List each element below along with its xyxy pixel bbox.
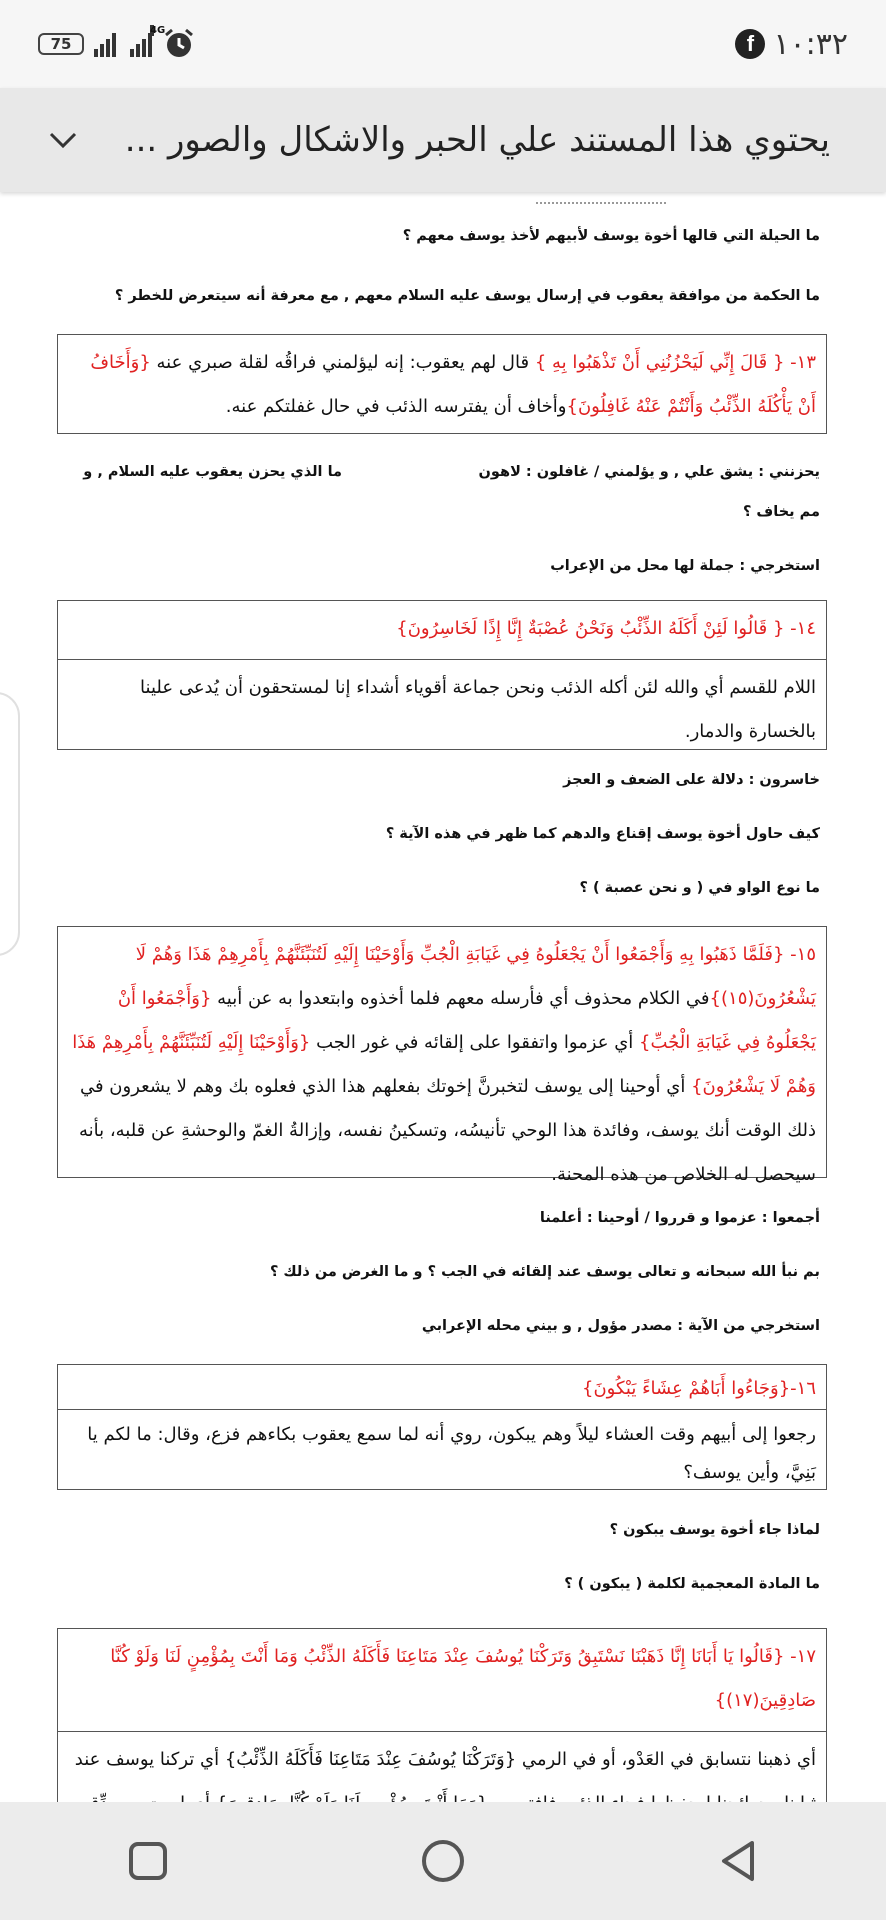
alarm-icon [162,27,196,61]
status-right [735,27,848,62]
question-4: استخرجي : جملة لها محل من الإعراب [550,558,820,574]
verse-15-tafsir-a: في الكلام محذوف أي فأرسله معهم فلما أخذوه وابتعدوا به عن أبيه [211,988,710,1009]
battery-icon [38,33,84,55]
verse-13-text-b: {وَأَخَافُ أَنْ يَأْكُلَهُ الذِّئْبُ وَأَنْتُمْ عَنْهُ غَافِلُونَ} [90,352,816,417]
verse-13-tafsir-a: قال لهم يعقوب: إنه ليؤلمني فراقُه لقلة صبري عنه [150,352,535,373]
verse-box-17 [57,1628,827,1828]
verse-15-text-b: {وَأَجْمَعُوا أَنْ يَجْعَلُوهُ فِي غَيَابَةِ الْجُبِّ} [117,988,816,1053]
verse-14-tafsir: اللام للقسم أي والله لئن أكله الذئب ونحن جماعة أقوياء أشداء إنا لمستحقون أن يُدعى علينا بالخسارة والدمار. [140,677,816,742]
question-5: كيف حاول أخوة يوسف إقناع والدهم كما ظهر في هذه الآية ؟ [385,826,820,842]
question-7: بم نبأ الله سبحانه و تعالى يوسف عند إلقائه في الجب ؟ و ما الغرض من ذلك ؟ [269,1264,820,1280]
verse-box-14 [57,600,827,750]
verse-14-tafsir-block [58,659,826,754]
verse-box-16 [57,1364,827,1490]
question-9: لماذا جاء أخوة يوسف يبكون ؟ [609,1522,820,1538]
verse-15-text-c: {وَأَوْحَيْنَا إِلَيْهِ لَتُنَبِّئَنَّهُمْ بِأَمْرِهِمْ هَذَا وَهُمْ لَا يَشْعُرُونَ} [72,1032,816,1097]
circle-icon[interactable] [413,1831,473,1891]
verse-15-paragraph [68,933,816,1197]
verse-17-paragraph [68,1635,816,1723]
verse-16-tafsir-block [58,1409,826,1492]
verse-15-text-a: {فَلَمَّا ذَهَبُوا بِهِ وَأَجْمَعُوا أَنْ يَجْعَلُوهُ فِي غَيَابَةِ الْجُبِّ وَأَوْحَيْنَا إِلَيْهِ لَتُنَبِّئَنَّهُمْ بِأَمْرِهِمْ هَذَا وَهُمْ لَا يَشْعُرُونَ(١٥)} [135,944,816,1009]
clock: ١٠:٣٢ [773,26,848,62]
question-3-cont: مم يخاف ؟ [742,504,820,520]
verse-13-tafsir-b: وأخاف أن يفترسه الذئب في حال غفلتكم عنه. [225,396,567,417]
verse-13-text-a: { قَالَ إِنِّي لَيَحْزُنُنِي أَنْ تَذْهَبُوا بِهِ } [534,352,785,373]
verse-17-number: ١٧- [784,1646,816,1667]
signal-icon [94,31,116,57]
vocab-15: أجمعوا : عزموا و قرروا / أوحينا : أعلمنا [539,1210,820,1226]
question-10: ما المادة المعجمية لكلمة ( يبكون ) ؟ [564,1576,820,1592]
verse-15-number: ١٥- [784,944,816,965]
vocab-14: خاسرون : دلالة على الضعف و العجز [563,772,820,788]
question-8: استخرجي من الآية : مصدر مؤول , و بيني محله الإعرابي [421,1318,820,1334]
question-3: ما الذي يحزن يعقوب عليه السلام , و [83,464,342,480]
verse-16-text: {وَجَاءُوا أَبَاهُمْ عِشَاءً يَبْكُونَ} [582,1378,791,1399]
question-2: ما الحكمة من موافقة يعقوب في إرسال يوسف عليه السلام معهم , مع معرفة أنه سيتعرض للخطر ؟ [114,288,820,304]
facebook-icon: f [735,29,765,59]
verse-16-number: ١٦- [790,1378,816,1399]
verse-13-number: ١٣- [784,352,816,373]
document-page[interactable] [0,192,886,1802]
chevron-down-icon[interactable] [48,125,78,155]
cut-off-text [536,192,666,204]
verse-15-tafsir-b: أي عزموا واتفقوا على إلقائه في غور الجب [310,1032,639,1053]
vocab-13: يحزنني : يشق علي , و يؤلمني / غافلون : لاهون [478,464,820,480]
verse-14-text: { قَالُوا لَئِنْ أَكَلَهُ الذِّئْبُ وَنَحْنُ عُصْبَةٌ إِنَّا إِذًا لَخَاسِرُونَ} [396,618,785,639]
status-icons [38,27,196,61]
battery-level: 75 [50,35,72,53]
verse-14-paragraph [68,607,816,651]
network-label: 4G [150,25,166,36]
signal-4g-icon [130,25,166,57]
navigation-bar [0,1802,886,1920]
verse-16-paragraph [68,1371,816,1407]
verse-16-tafsir: رجعوا إلى أبيهم وقت العشاء ليلاً وهم يبكون، روي أنه لما سمع يعقوب بكاءهم فزع، وقال: ما لكم يا بَنِيَّ، وأين يوسف؟ [87,1424,816,1483]
verse-17-text: {قَالُوا يَا أَبَانَا إِنَّا ذَهَبْنَا نَسْتَبِقُ وَتَرَكْنَا يُوسُفَ عِنْدَ مَتَاعِنَا فَأَكَلَهُ الذِّئْبُ وَمَا أَنْتَ بِمُؤْمِنٍ لَنَا وَلَوْ كُنَّا صَادِقِينَ(١٧)} [110,1646,816,1711]
document-banner[interactable] [0,88,886,192]
status-bar [0,0,886,88]
verse-17-tafsir: أي ذهبنا نتسابق في العَدْو، أو في الرمي {وَتَرَكْنَا يُوسُفَ عِنْدَ مَتَاعِنَا فَأَكَلَهُ الذِّئْبُ} أي تركنا يوسف عند [74,1749,816,1770]
verse-14-number: ١٤- [784,618,816,639]
triangle-back-icon[interactable] [708,1831,768,1891]
edge-handle[interactable] [0,692,20,956]
verse-box-15 [57,926,827,1185]
verse-box-13 [57,334,827,434]
question-6: ما نوع الواو في ( و نحن عصبة ) ؟ [579,880,820,896]
square-icon[interactable] [118,1831,178,1891]
question-1: ما الحيلة التي قالها أخوة يوسف لأبيهم لأخذ يوسف معهم ؟ [402,228,820,244]
verse-13-paragraph [68,341,816,429]
verse-15-tafsir-c: أي أوحينا إلى يوسف لتخبرنَّ إخوتك بفعلهم هذا الذي فعلوه بك وهم لا يشعرون في ذلك الوقت أنك يوسف، وفائدة هذا الوحي تأنيسُه، وتسكينُ نفسه، وإزالةُ الغمّ والوحشةِ عن قلبه، بأنه سيحصل له الخلاص من هذه المحنة. [78,1076,816,1185]
banner-title: يحتوي هذا المستند علي الحبر والاشكال والصور ... [124,120,830,160]
